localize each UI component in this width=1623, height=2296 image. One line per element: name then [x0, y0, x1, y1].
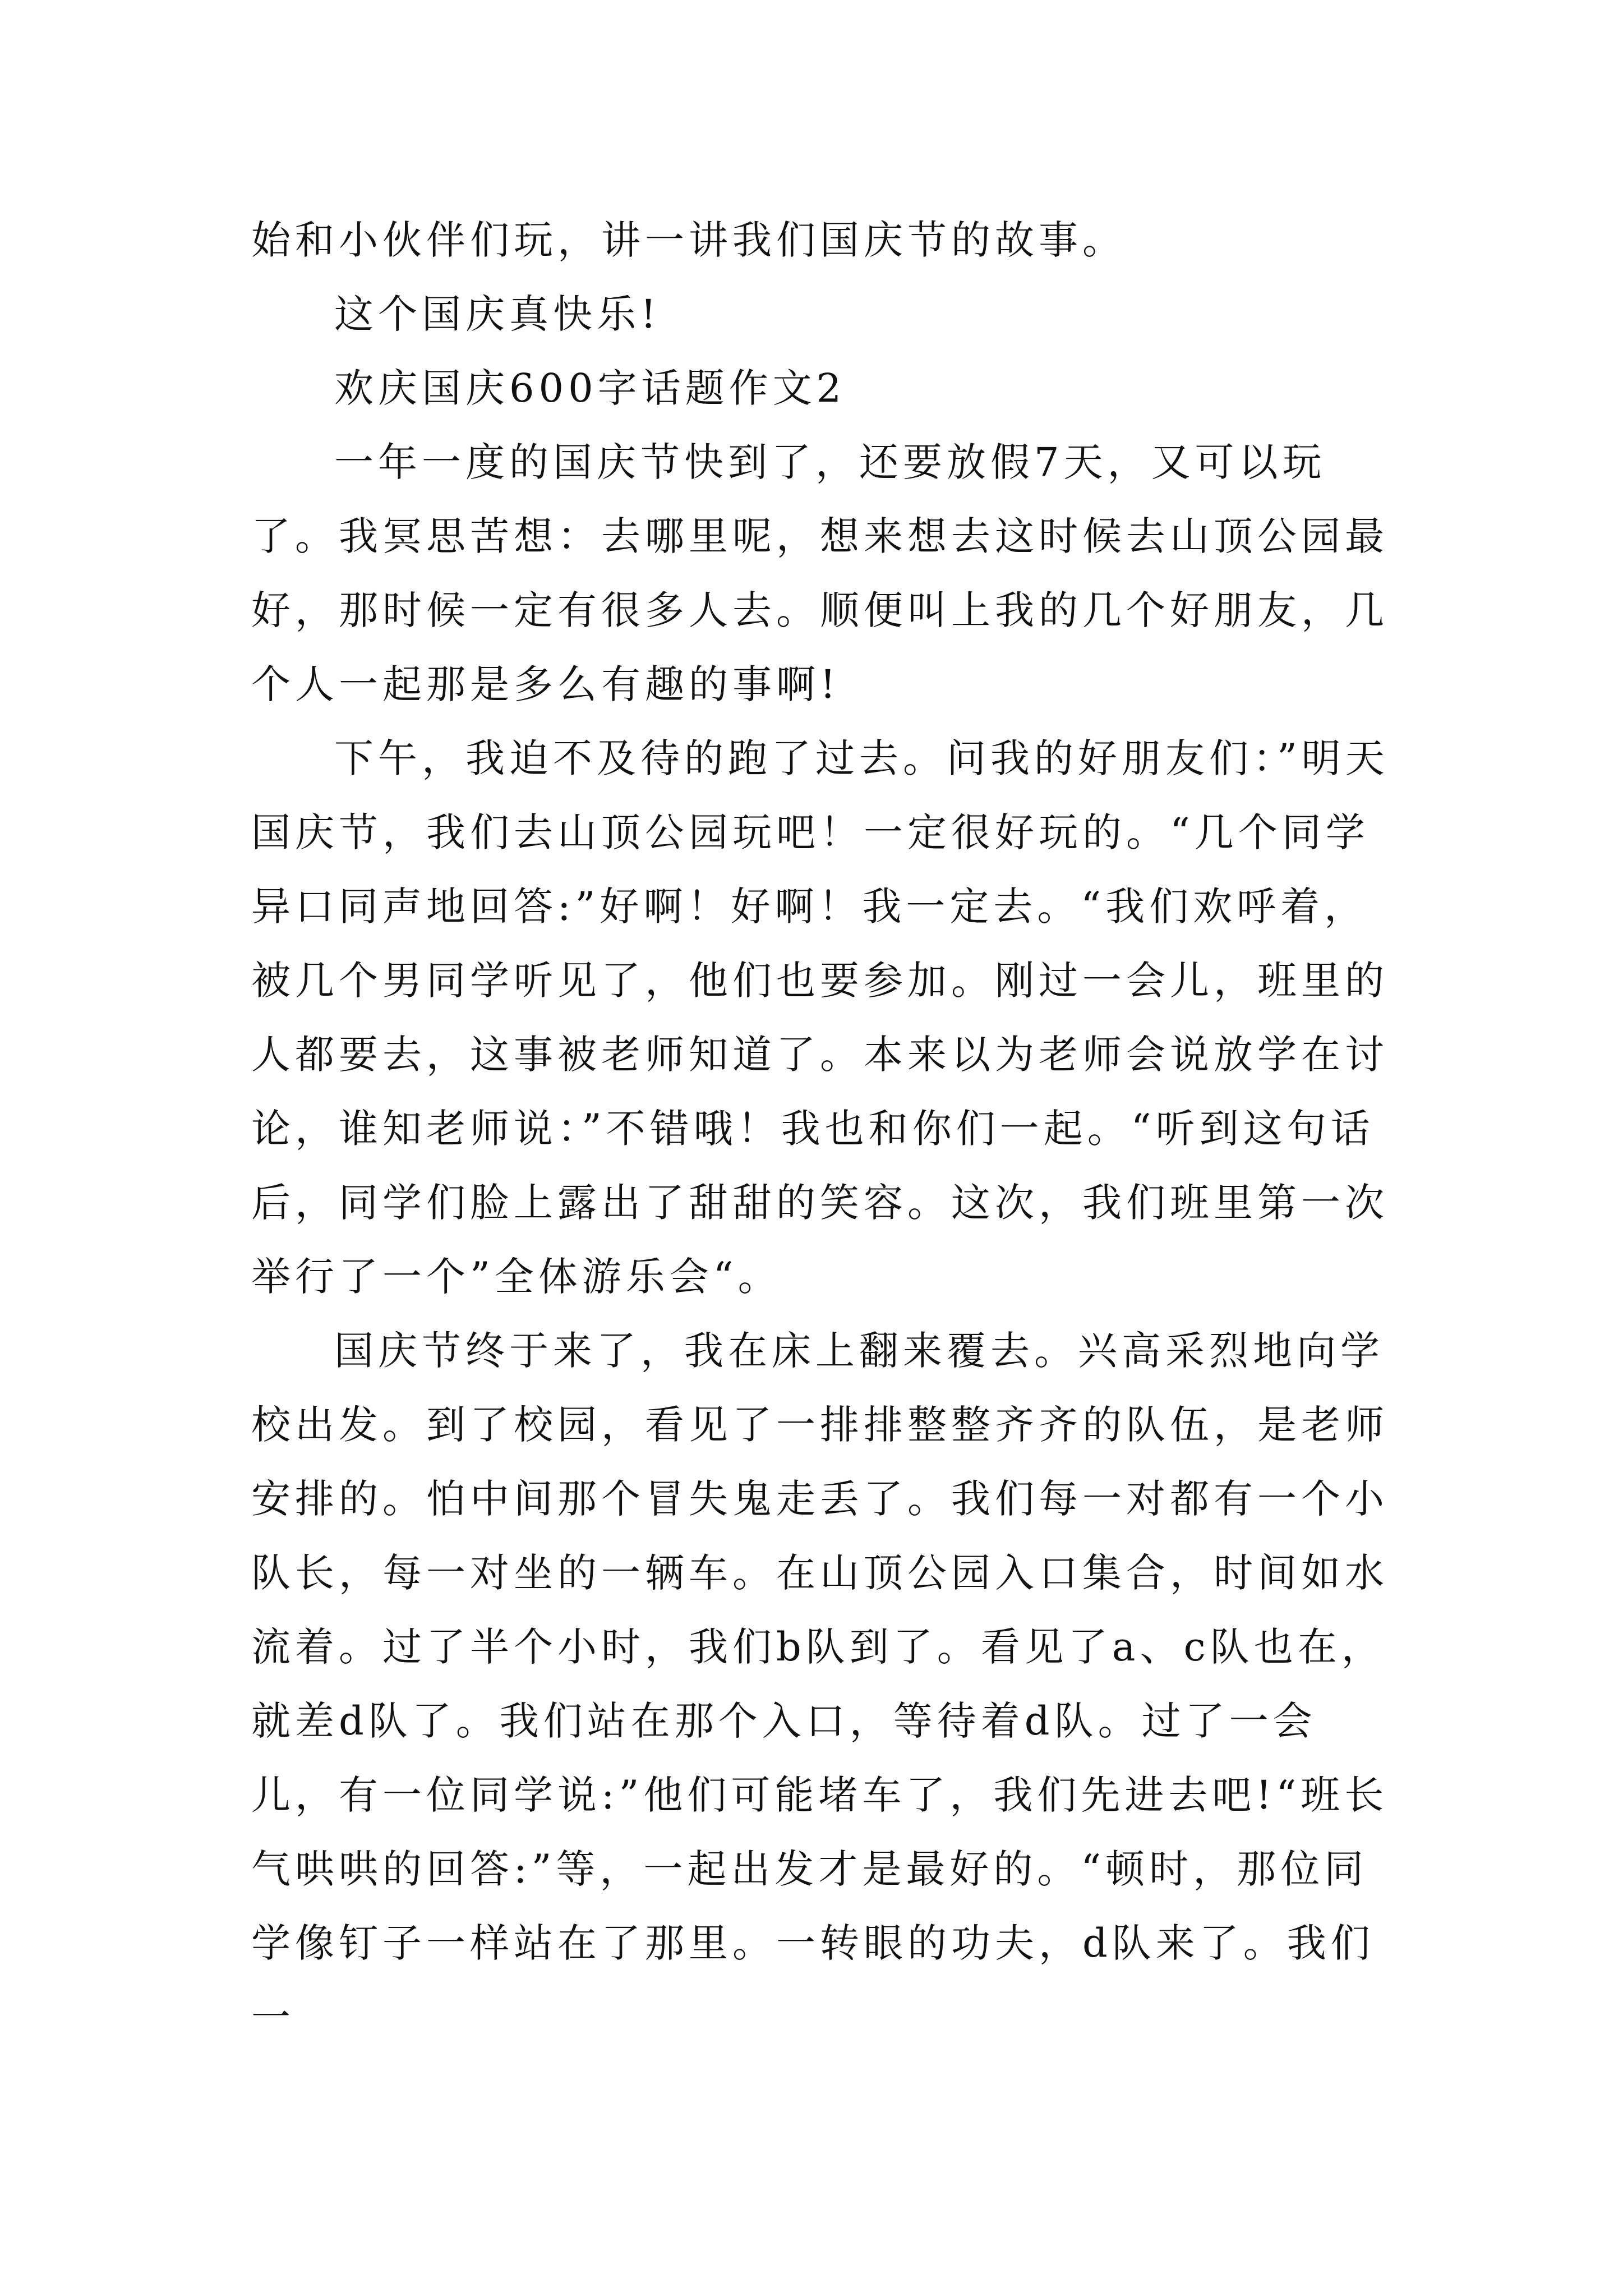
- document-body: [251, 203, 1395, 2054]
- paragraph-continuation: 始和小伙伴们玩，讲一讲我们国庆节的故事。: [251, 217, 1126, 263]
- paragraph-national-day: 国庆节终于来了，我在床上翻来覆去。兴高采烈地向学校出发。到了校园，看见了一排排整整齐齐的队伍，是老师安排的。怕中间那个冒失鬼走丢了。我们每一对都有一个小队长，每一对坐的一辆车。在山顶公园入口集合，时间如水流着。过了半个小时，我们b队到了。看见了a、c队也在，就差d队了。我们站在那个入口，等待着d队。过了一会儿，有一位同学说:”他们可能堵车了，我们先进去吧!“班长气哄哄的回答:”等，一起出发才是最好的。“顿时，那位同学像钉子一样站在了那里。一转眼的功夫，d队来了。我们一: [251, 1328, 1389, 2040]
- essay-title: 欢庆国庆600字话题作文2: [334, 365, 846, 411]
- paragraph-afternoon: 下午，我迫不及待的跑了过去。问我的好朋友们：”明天国庆节，我们去山顶公园玩吧！一定很好玩的。“几个同学异口同声地回答:”好啊！好啊！我一定去。“我们欢呼着，被几个男同学听见了，他们也要参加。刚过一会儿，班里的人都要去，这事被老师知道了。本来以为老师会说放学在讨论，谁知老师说：”不错哦！我也和你们一起。“听到这句话后，同学们脸上露出了甜甜的笑容。这次，我们班里第一次举行了一个”全体游乐会“。: [251, 735, 1389, 1300]
- paragraph-exclamation: 这个国庆真快乐!: [334, 291, 661, 337]
- paragraph-intro: 一年一度的国庆节快到了，还要放假7天，又可以玩了。我冥思苦想：去哪里呢，想来想去这时候去山顶公园最好，那时候一定有很多人去。顺便叫上我的几个好朋友，几个人一起那是多么有趣的事啊!: [251, 439, 1389, 707]
